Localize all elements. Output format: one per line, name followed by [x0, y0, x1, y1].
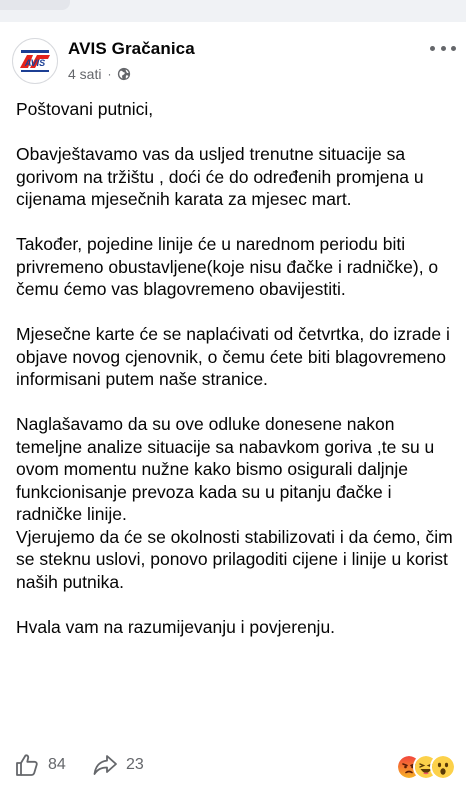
more-options-button[interactable]: [430, 42, 456, 54]
previous-card-edge: [0, 0, 466, 14]
avatar-logo-text: AVIS: [24, 58, 46, 68]
more-dot-icon: [441, 46, 446, 51]
thumbs-up-icon: [14, 752, 40, 778]
meta-separator: ·: [107, 67, 112, 81]
post-header: [0, 22, 466, 92]
shares-count: 23: [126, 756, 144, 773]
post-text: [16, 98, 456, 661]
reactions-summary[interactable]: [396, 752, 456, 778]
post-paragraph: Obavještavamo vas da usljed trenutne situacije sa gorivom na tržištu , doći će do određenih promjena u cijenama mjesečnih karata za mjesec mart.: [16, 144, 424, 209]
post-paragraph: Hvala vam na razumijevanju i povjerenju.: [16, 616, 336, 637]
post-meta: [68, 65, 131, 83]
post-paragraph: Vjerujemo da će se okolnosti stabilizovati i da ćemo, čim se steknu uslovi, ponovo prilagoditi cijene i linije u korist naših putnika.: [16, 526, 453, 592]
post-paragraph: Mjesečne karte će se naplaćivati od četvrtka, do izrade i objave novog cjenovnik, o čemu ćete biti blagovremeno informisani putem naše stranice.: [16, 324, 450, 389]
share-button[interactable]: [92, 752, 144, 778]
avis-logo-icon: [13, 39, 57, 83]
page-avatar[interactable]: [12, 38, 58, 84]
share-icon: [92, 752, 118, 778]
more-dot-icon: [430, 46, 435, 51]
post-time[interactable]: 4 sati: [68, 66, 102, 82]
previous-card-tab: [0, 0, 70, 10]
page-name[interactable]: AVIS Gračanica: [68, 39, 195, 58]
more-dot-icon: [451, 46, 456, 51]
like-button[interactable]: [14, 752, 66, 778]
globe-icon: [117, 67, 131, 81]
likes-count: 84: [48, 756, 66, 773]
post-paragraph: Naglašavamo da su ove odluke donesene nakon temeljne analize situacije sa nabavkom goriva ,te su u ovom momentu nužne kako bismo osigurali daljnje funkcionisanje prevoza kada su u pitanju đačke i radničke linije.: [16, 414, 435, 524]
post-footer: [0, 746, 466, 786]
post-paragraph: Poštovani putnici,: [16, 99, 154, 119]
post-card: [0, 22, 466, 800]
wow-emoji-icon: [430, 754, 456, 780]
post-paragraph: Također, pojedine linije će u narednom periodu biti privremeno obustavljene(koje nisu đačke i radničke), o čemu ćemo vas blagovremeno obavijestiti.: [16, 234, 439, 299]
